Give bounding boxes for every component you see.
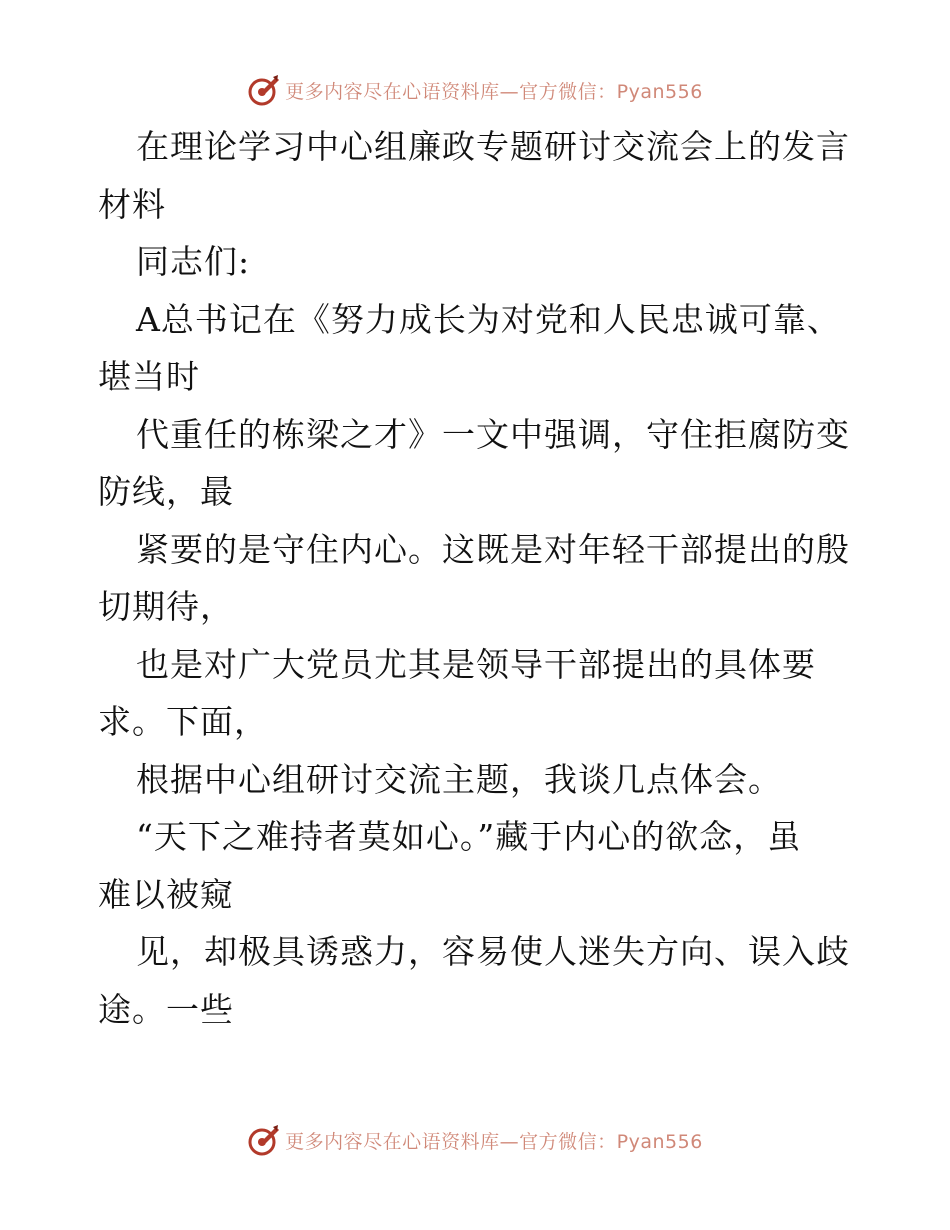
doc-paragraph-line: 也是对广大党员尤其是领导干部提出的具体要 bbox=[136, 644, 816, 684]
footer-banner-text: 更多内容尽在心语资料库—官方微信：Pyan556 bbox=[285, 1130, 703, 1153]
pen-nib-logo-icon bbox=[247, 73, 281, 107]
doc-paragraph-line: “天下之难持者莫如心。”藏于内心的欲念，虽 bbox=[136, 817, 802, 856]
doc-paragraph-line: 紧要的是守住内心。这既是对年轻干部提出的殷 bbox=[136, 529, 850, 569]
doc-paragraph-line: 难以被窥 bbox=[98, 874, 234, 914]
document-body bbox=[98, 118, 858, 1038]
doc-paragraph-line: 防线，最 bbox=[98, 472, 234, 511]
doc-salutation: 同志们: bbox=[136, 242, 251, 281]
doc-paragraph-line: 见，却极具诱惑力，容易使人迷失方向、误入歧 bbox=[136, 932, 850, 971]
doc-paragraph-line: 根据中心组研讨交流主题，我谈几点体会。 bbox=[136, 759, 782, 799]
header-banner bbox=[0, 70, 950, 110]
doc-title-line-2: 材料 bbox=[98, 184, 166, 224]
header-banner-text: 更多内容尽在心语资料库—官方微信：Pyan556 bbox=[285, 80, 703, 103]
doc-paragraph-line: 切期待， bbox=[98, 587, 234, 626]
pen-nib-logo-icon bbox=[247, 1123, 281, 1157]
doc-paragraph-line: 堪当时 bbox=[98, 357, 200, 396]
doc-title-line-1: 在理论学习中心组廉政专题研讨交流会上的发言 bbox=[136, 127, 850, 166]
doc-paragraph-line: A总书记在《努力成长为对党和人民忠诚可靠、 bbox=[136, 299, 841, 339]
doc-paragraph-line: 求。下面， bbox=[98, 702, 268, 741]
doc-paragraph-line: 途。一些 bbox=[98, 989, 234, 1029]
footer-banner bbox=[0, 1120, 950, 1160]
doc-paragraph-line: 代重任的栋梁之才》一文中强调，守住拒腐防变 bbox=[136, 414, 850, 454]
